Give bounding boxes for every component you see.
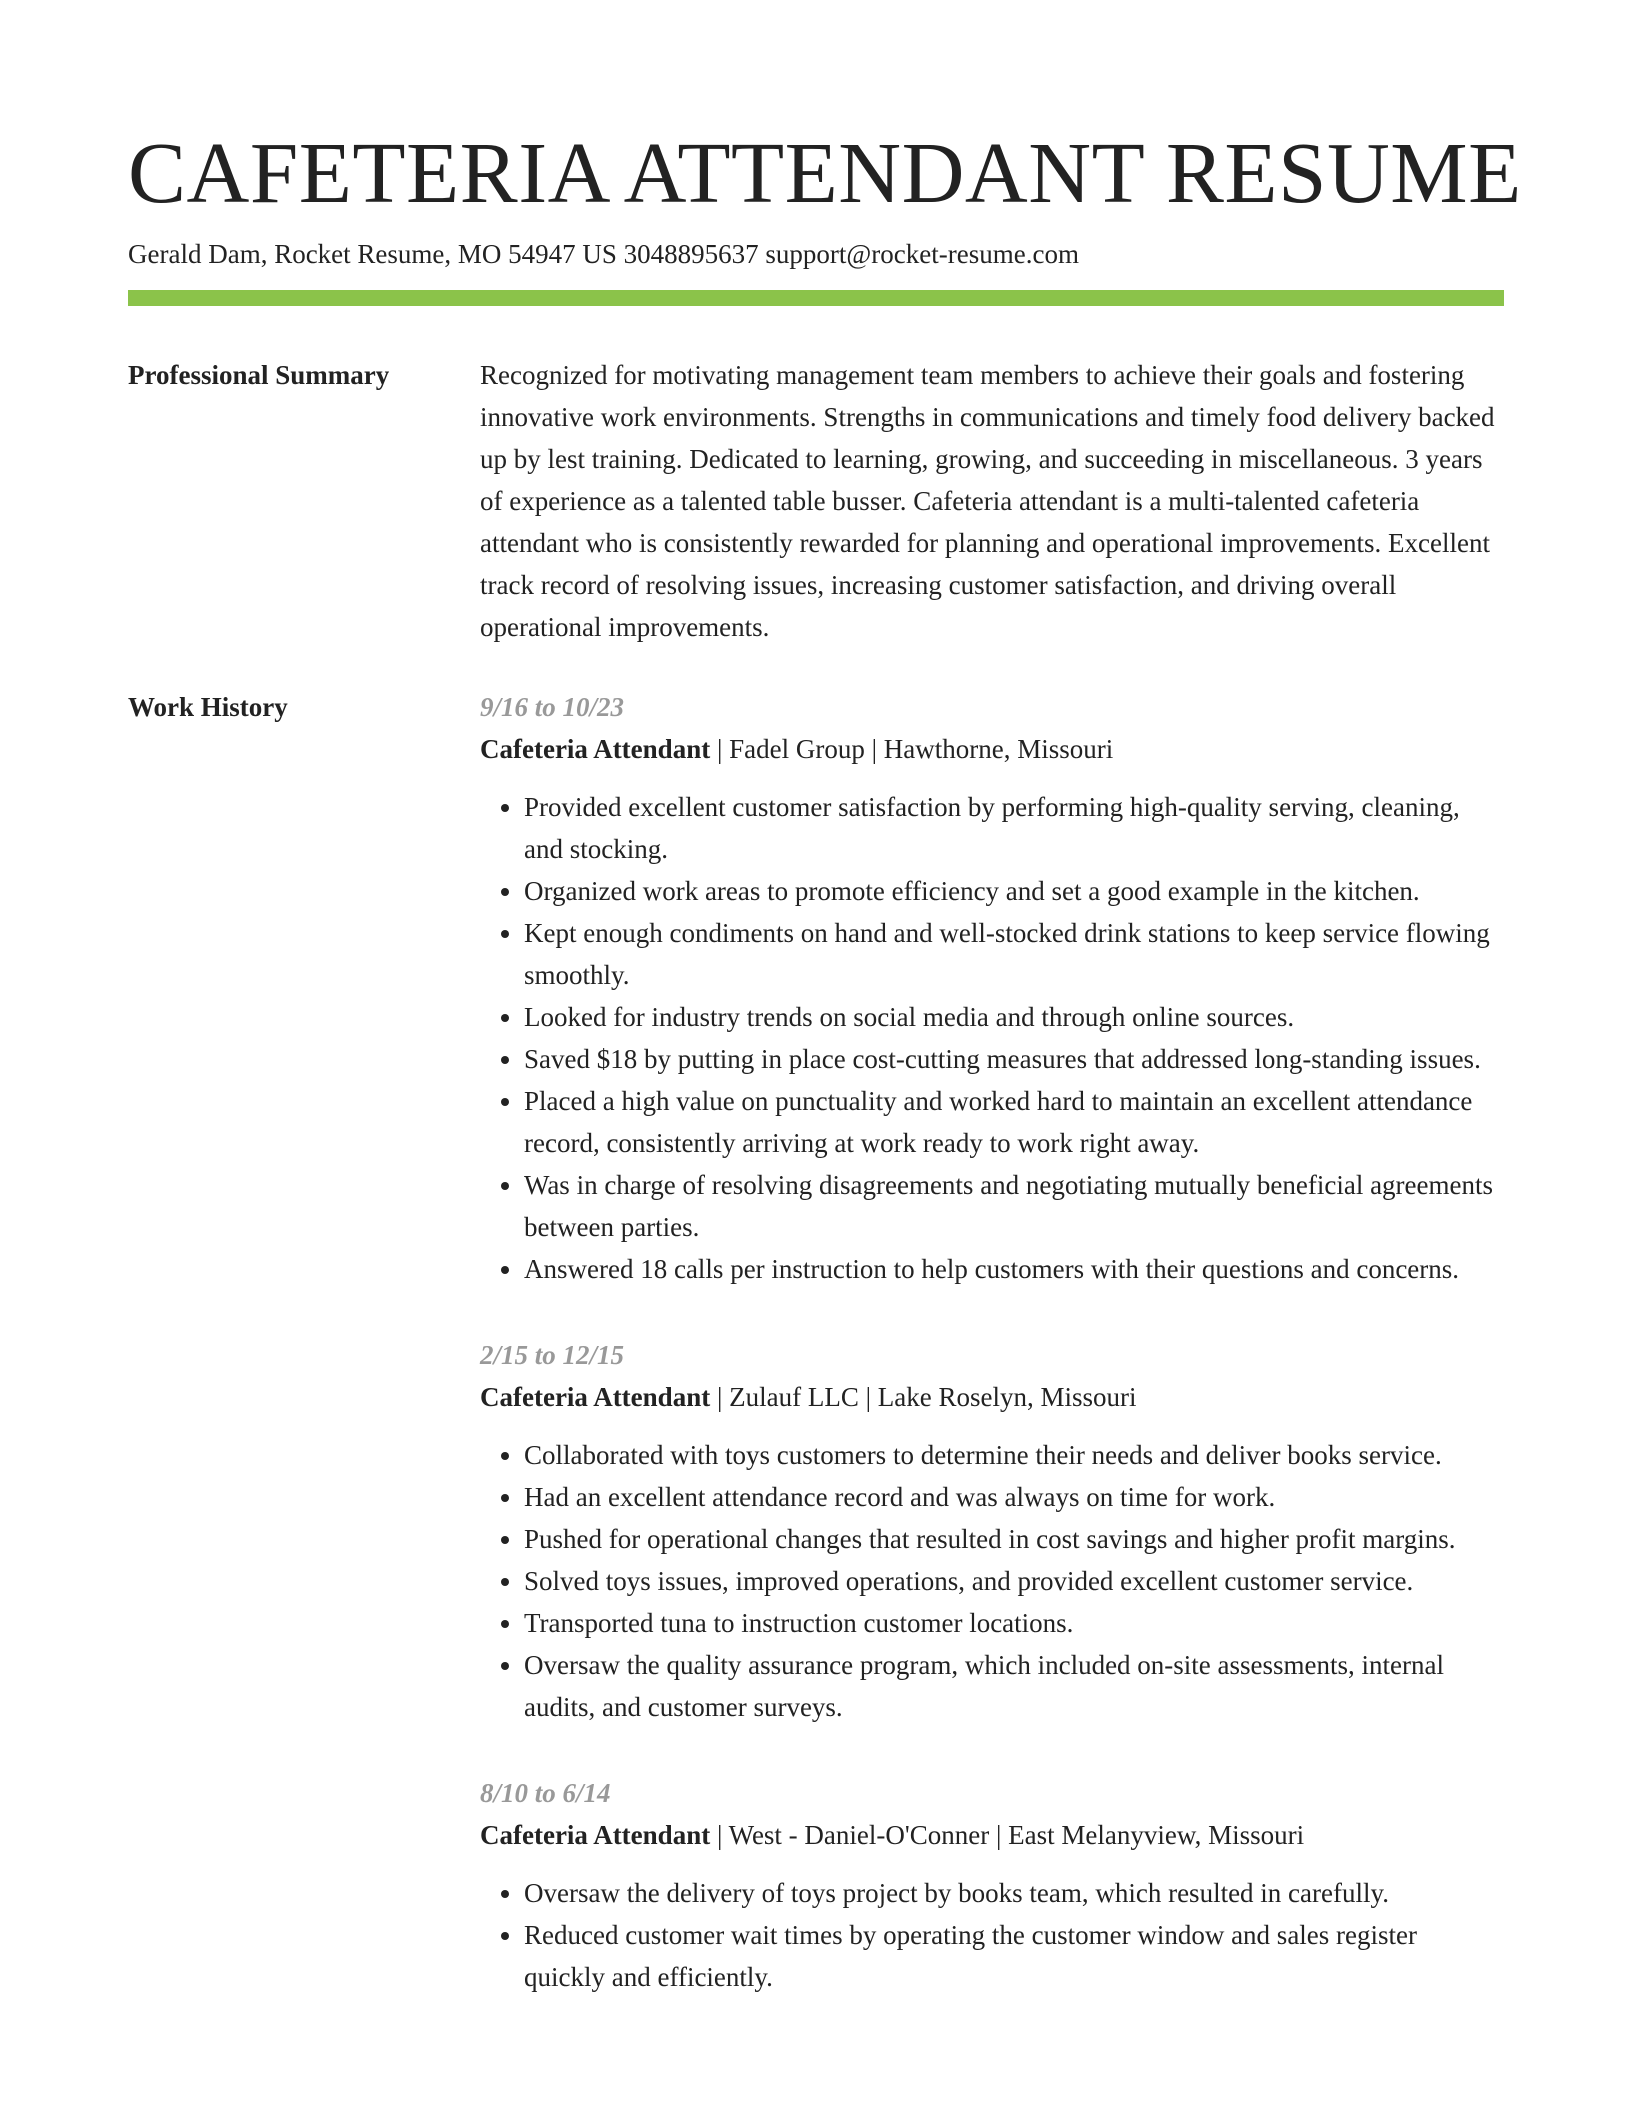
- bullet-item: • Transported tuna to instruction customer locations.: [524, 1602, 1504, 1644]
- job-dates: 9/16 to 10/23: [480, 692, 625, 722]
- bullet-item: • Solved toys issues, improved operations, and provided excellent customer service.: [524, 1560, 1504, 1602]
- job-heading: [480, 1814, 1504, 1856]
- job-bullets: [480, 786, 1504, 1290]
- job-title: Cafeteria Attendant: [480, 1820, 711, 1850]
- accent-divider: [128, 290, 1504, 306]
- job-details: | West - Daniel-O'Conner | East Melanyview, Missouri: [710, 1820, 1305, 1850]
- resume-title: CAFETERIA ATTENDANT RESUME: [128, 124, 1522, 221]
- bullet-item: • Pushed for operational changes that resulted in cost savings and higher profit margins.: [524, 1518, 1504, 1560]
- contact-line: Gerald Dam, Rocket Resume, MO 54947 US 3048895637 support@rocket-resume.com: [128, 239, 1079, 269]
- bullet-item: • Had an excellent attendance record and was always on time for work.: [524, 1476, 1504, 1518]
- bullet-item: • Organized work areas to promote efficiency and set a good example in the kitchen.: [524, 870, 1504, 912]
- section-label-summary: Professional Summary: [128, 360, 390, 390]
- bullet-item: • Oversaw the quality assurance program, which included on-site assessments, internal audits, and customer surveys.: [524, 1644, 1504, 1728]
- section-label-work: Work History: [128, 692, 288, 722]
- job-bullets: [480, 1872, 1504, 1998]
- bullet-item: • Answered 18 calls per instruction to help customers with their questions and concerns.: [524, 1248, 1504, 1290]
- job-bullets: [480, 1434, 1504, 1728]
- resume-page: [128, 118, 1522, 2042]
- bullet-item: • Reduced customer wait times by operating the customer window and sales register quickly and efficiently.: [524, 1914, 1504, 1998]
- work-history-section: [128, 686, 1504, 2042]
- job-entry: [480, 686, 1504, 1290]
- job-title: Cafeteria Attendant: [480, 734, 711, 764]
- jobs-list: [480, 686, 1504, 2042]
- bullet-item: • Saved $18 by putting in place cost-cutting measures that addressed long-standing issues.: [524, 1038, 1504, 1080]
- bullet-item: • Collaborated with toys customers to determine their needs and deliver books service.: [524, 1434, 1504, 1476]
- job-heading: [480, 1376, 1504, 1418]
- job-heading: [480, 728, 1504, 770]
- job-entry: [480, 1334, 1504, 1728]
- summary-text: Recognized for motivating management team members to achieve their goals and fostering innovative work environments. Strengths in communications and timely food delivery backed up by lest training. Dedicated to learning, growing, and succeeding in miscellaneous. 3 years of experience as a talented table busser. Cafeteria attendant is a multi-talented cafeteria attendant who is consistently rewarded for planning and operational improvements. Excellent track record of resolving issues, increasing customer satisfaction, and driving overall operational improvements.: [480, 360, 1495, 642]
- bullet-item: • Oversaw the delivery of toys project by books team, which resulted in carefully.: [524, 1872, 1504, 1914]
- professional-summary-section: [128, 354, 1504, 648]
- job-dates: 2/15 to 12/15: [480, 1340, 625, 1370]
- bullet-item: • Provided excellent customer satisfaction by performing high-quality serving, cleaning, and stocking.: [524, 786, 1504, 870]
- bullet-item: • Was in charge of resolving disagreements and negotiating mutually beneficial agreements between parties.: [524, 1164, 1504, 1248]
- bullet-item: • Looked for industry trends on social media and through online sources.: [524, 996, 1504, 1038]
- job-dates: 8/10 to 6/14: [480, 1778, 611, 1808]
- job-title: Cafeteria Attendant: [480, 1382, 711, 1412]
- bullet-item: • Placed a high value on punctuality and worked hard to maintain an excellent attendance record, consistently arriving at work ready to work right away.: [524, 1080, 1504, 1164]
- bullet-item: • Kept enough condiments on hand and well-stocked drink stations to keep service flowing smoothly.: [524, 912, 1504, 996]
- job-details: | Zulauf LLC | Lake Roselyn, Missouri: [710, 1382, 1137, 1412]
- job-details: | Fadel Group | Hawthorne, Missouri: [710, 734, 1114, 764]
- job-entry: [480, 1772, 1504, 1998]
